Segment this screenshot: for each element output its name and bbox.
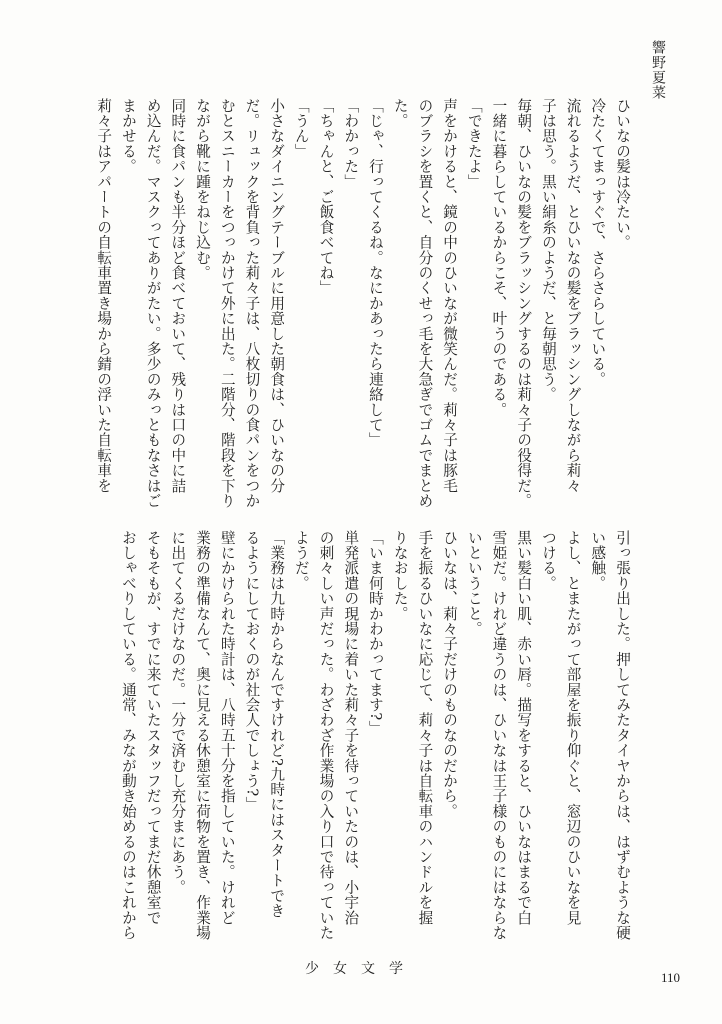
magazine-title: 少女文学 (305, 961, 417, 977)
text-line: 同時に食パンも半分ほど食べておいて、残りは口の中に詰 (169, 98, 187, 494)
text-line: 「ちゃんと、ご飯食べてね」 (317, 98, 335, 296)
text-line: 雪姫だ。けれど違うのは、ひいなは王子様のものにはならな (490, 530, 508, 941)
text-line: 冷たくてまっすぐで、さらさらしている。 (589, 98, 607, 387)
text-line: そもそもが、すでに来ていたスタッフだってまだ休憩室で (144, 530, 162, 926)
text-line: 手を振るひいなに応じて、莉々子は自転車のハンドルを握 (416, 530, 434, 926)
text-line: に出てくるだけなのだ。一分で済むし充分まにあう。 (169, 530, 187, 895)
text-block-top (91, 98, 634, 508)
text-line: 「じゃ、行ってくるね。なにかあったら連絡して」 (366, 98, 384, 448)
text-block-bottom (115, 530, 634, 940)
text-line: 壁にかけられた時計は、八時五十分を指していた。けれど (218, 530, 236, 926)
text-line: い感触。 (589, 530, 607, 591)
text-line: 「業務は九時からなんですけれど?九時にはスタートでき (268, 530, 286, 919)
text-line: 単発派遣の現場に着いた莉々子を待っていたのは、小宇治 (342, 530, 360, 926)
text-line: 「できたよ」 (465, 98, 483, 190)
page-number: 110 (660, 970, 680, 985)
text-line: ひいなは、莉々子だけのものなのだから。 (441, 530, 459, 819)
text-line: いということ。 (465, 530, 483, 637)
text-line: ながら靴に踵をねじ込む。 (194, 98, 212, 281)
text-line: だ。リュックを背負った莉々子は、八枚切りの食パンをつか (243, 98, 261, 509)
text-line: りなおした。 (391, 530, 409, 622)
text-line: 「わかった」 (342, 98, 360, 190)
text-line: 小さなダイニングテーブルに用意した朝食は、ひいなの分 (268, 98, 286, 494)
text-line: 業務の準備なんて、奥に見える休憩室に荷物を置き、作業場 (194, 530, 212, 941)
text-line: のブラシを置くと、自分のくせっ毛を大急ぎでゴムでまとめ (416, 98, 434, 509)
text-line: つける。 (539, 530, 557, 591)
text-line: め込んだ。マスクってありがたい。多少のみっともなさはご (144, 98, 162, 509)
text-line: 「うん」 (292, 98, 310, 159)
text-line: ひいなの髪は冷たい。 (614, 98, 631, 250)
text-line: た。 (391, 98, 409, 129)
text-line: 一緒に暮らしているからこそ、叶うのである。 (490, 98, 508, 418)
text-line: まかせる。 (119, 98, 137, 174)
text-line: 莉々子はアパートの自転車置き場から錆の浮いた自転車を (95, 98, 113, 494)
text-line: の刺々しい声だった。わざわざ作業場の入り口で待っていた (317, 530, 335, 941)
author-name: 響野夏菜 (650, 40, 666, 100)
text-line: 「いま何時かわかってます?」 (366, 530, 384, 737)
text-line: 子は思う。黒い絹糸のようだ、と毎朝思う。 (539, 98, 557, 402)
text-line: るようにしておくのが社会人でしょう?」 (243, 530, 261, 813)
text-line: むとスニーカーをつっかけて外に出た。二階分、階段を下り (218, 98, 236, 509)
text-line: おしゃべりしている。通常、みなが動き始めるのはこれから (119, 530, 137, 941)
text-line: 引っ張り出した。押してみたタイヤからは、はずむような硬 (614, 530, 631, 941)
text-line: 黒い髪白い肌、赤い唇。描写をすると、ひいなはまるで白 (515, 530, 533, 926)
text-line: 流れるようだ、とひいなの髪をブラッシングしながら莉々 (564, 98, 582, 494)
text-line: 毎朝、ひいなの髪をブラッシングするのは莉々子の役得だ。 (515, 98, 533, 509)
text-line: 声をかけると、鏡の中のひいなが微笑んだ。莉々子は豚毛 (441, 98, 459, 494)
text-line: ようだ。 (292, 530, 310, 591)
text-line: よし、とまたがって部屋を振り仰ぐと、窓辺のひいなを見 (564, 530, 582, 926)
